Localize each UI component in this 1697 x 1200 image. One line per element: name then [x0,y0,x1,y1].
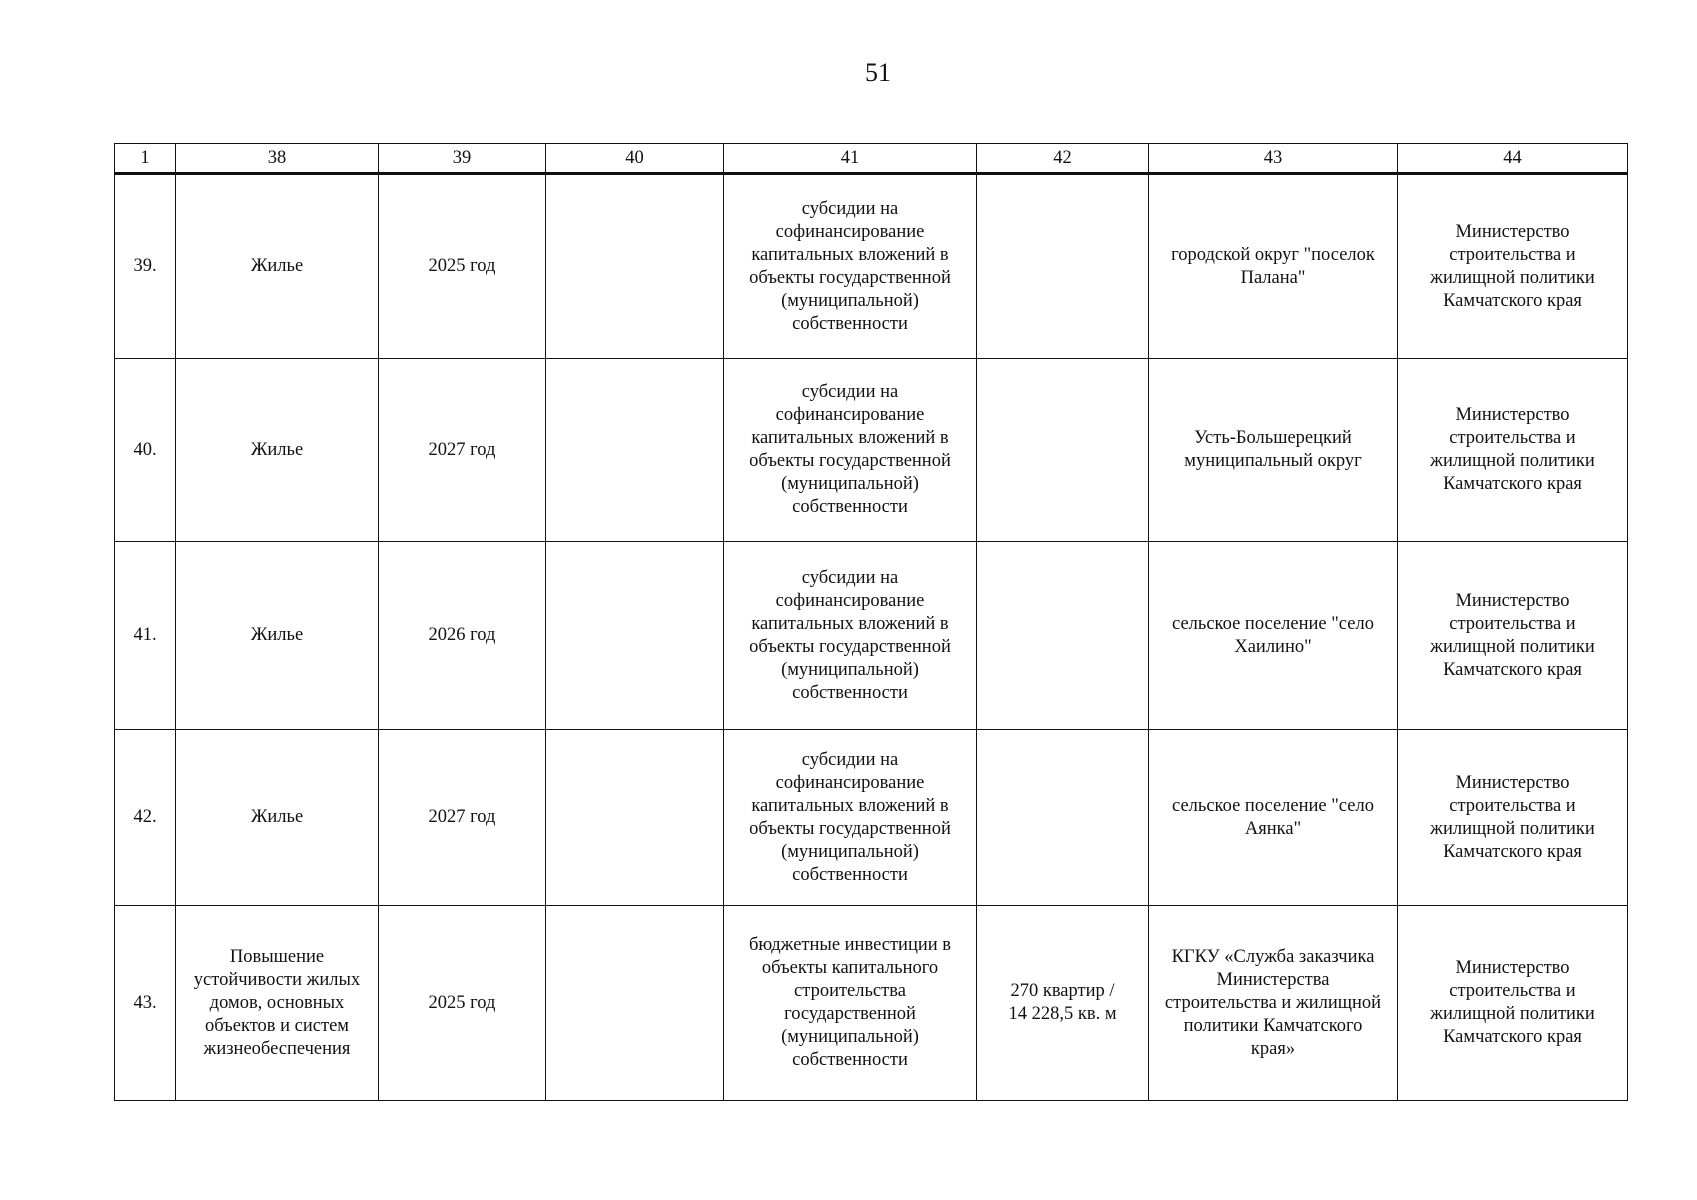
funding-type-cell: субсидии на софинансирование капитальных вложений в объекты государственной (муниципальной) собственности [724,730,977,906]
empty-cell [546,542,724,730]
funding-type-cell: субсидии на софинансирование капитальных вложений в объекты государственной (муниципальной) собственности [724,174,977,359]
column-header: 44 [1398,144,1628,174]
row-number-cell: 40. [115,359,176,542]
object-cell: Жилье [176,542,379,730]
year-cell: 2025 год [379,906,546,1101]
row-number-cell: 41. [115,542,176,730]
capacity-cell: 270 квартир / 14 228,5 кв. м [977,906,1149,1101]
column-header: 43 [1149,144,1398,174]
column-header: 1 [115,144,176,174]
table-row [115,359,1628,542]
ministry-cell: Министерство строительства и жилищной политики Камчатского края [1398,174,1628,359]
recipient-cell: городской округ "поселок Палана" [1149,174,1398,359]
funding-type-cell: бюджетные инвестиции в объекты капитального строительства государственной (муниципальной) собственности [724,906,977,1101]
empty-cell [546,730,724,906]
table-row [115,174,1628,359]
table-row [115,906,1628,1101]
empty-cell [546,906,724,1101]
recipient-cell: сельское поселение "село Хаилино" [1149,542,1398,730]
ministry-cell: Министерство строительства и жилищной политики Камчатского края [1398,359,1628,542]
year-cell: 2027 год [379,359,546,542]
empty-cell [546,359,724,542]
table-row [115,542,1628,730]
year-cell: 2027 год [379,730,546,906]
capacity-cell [977,174,1149,359]
empty-cell [546,174,724,359]
column-header: 41 [724,144,977,174]
year-cell: 2025 год [379,174,546,359]
capacity-cell [977,542,1149,730]
page-number: 51 [865,58,891,87]
table-row [115,730,1628,906]
column-header: 40 [546,144,724,174]
ministry-cell: Министерство строительства и жилищной политики Камчатского края [1398,542,1628,730]
column-header: 38 [176,144,379,174]
header-row [115,144,1628,174]
recipient-cell: Усть-Большерецкий муниципальный округ [1149,359,1398,542]
ministry-cell: Министерство строительства и жилищной политики Камчатского края [1398,906,1628,1101]
row-number-cell: 42. [115,730,176,906]
object-cell: Повышение устойчивости жилых домов, основных объектов и систем жизнеобеспечения [176,906,379,1101]
ministry-cell: Министерство строительства и жилищной политики Камчатского края [1398,730,1628,906]
recipient-cell: КГКУ «Служба заказчика Министерства строительства и жилищной политики Камчатского края» [1149,906,1398,1101]
object-cell: Жилье [176,359,379,542]
column-header: 39 [379,144,546,174]
funding-type-cell: субсидии на софинансирование капитальных вложений в объекты государственной (муниципальной) собственности [724,542,977,730]
row-number-cell: 39. [115,174,176,359]
column-header: 42 [977,144,1149,174]
object-cell: Жилье [176,730,379,906]
capacity-cell [977,359,1149,542]
object-cell: Жилье [176,174,379,359]
recipient-cell: сельское поселение "село Аянка" [1149,730,1398,906]
year-cell: 2026 год [379,542,546,730]
funding-type-cell: субсидии на софинансирование капитальных вложений в объекты государственной (муниципальной) собственности [724,359,977,542]
capacity-cell [977,730,1149,906]
data-table [114,143,1628,1101]
row-number-cell: 43. [115,906,176,1101]
